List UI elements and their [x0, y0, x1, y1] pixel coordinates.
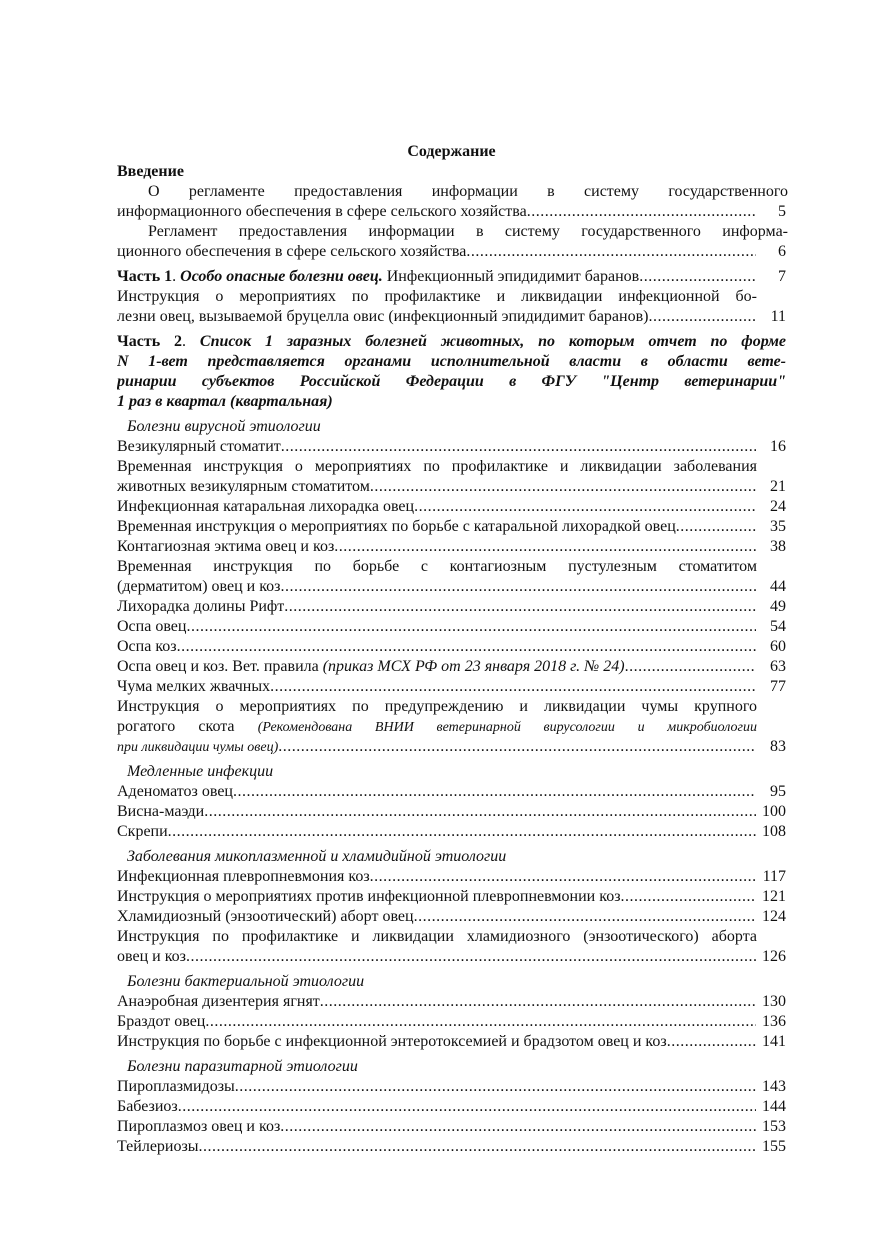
dot-leader	[625, 657, 756, 677]
text-segment: N 1-вет представляется органами исполнительной власти в области вете-	[117, 353, 786, 370]
entry-line	[117, 887, 786, 907]
toc-entry[interactable]	[117, 457, 786, 497]
text-segment: ринарии субъектов Российской Федерации в ФГУ "Центр ветеринарии"	[117, 373, 786, 390]
entry-line	[117, 457, 757, 477]
page-number: 121	[762, 888, 786, 905]
text-segment: Инструкция о мероприятиях по профилактике и ликвидации инфекционной бо-	[117, 288, 757, 305]
entry-text	[117, 537, 334, 557]
page-number: 136	[762, 1013, 786, 1030]
page-number: 117	[762, 868, 786, 885]
dot-leader	[414, 907, 756, 927]
dot-leader	[278, 737, 756, 757]
page-number: 141	[762, 1033, 786, 1050]
text-segment: рогатого скота	[117, 718, 258, 735]
entry-line	[117, 697, 757, 717]
entry-line	[117, 992, 786, 1012]
text-segment: .	[172, 268, 181, 285]
entry-line	[117, 782, 786, 802]
page-number: 24	[770, 498, 786, 515]
toc-entry[interactable]	[117, 927, 786, 967]
page-number: 35	[770, 518, 786, 535]
page-number: 126	[762, 948, 786, 965]
page-number: 130	[762, 993, 786, 1010]
entry-line	[117, 222, 788, 242]
entry-text	[117, 907, 414, 927]
text-segment: ционного обеспечения в сфере сельского хозяйства	[117, 243, 467, 260]
entry-text	[117, 517, 676, 537]
dot-leader	[178, 1097, 756, 1117]
entry-line	[117, 1077, 786, 1097]
dot-leader	[204, 802, 756, 822]
text-segment: Список 1 заразных болезней животных, по которым отчет по форме	[199, 333, 786, 350]
toc-entry[interactable]	[117, 517, 786, 537]
entry-text	[117, 1012, 205, 1032]
dot-leader	[280, 577, 756, 597]
text-segment: при ликвидации чумы овец)	[117, 740, 279, 755]
toc-entries	[117, 162, 786, 1157]
text-segment: Оспа коз	[117, 638, 177, 655]
entry-line	[117, 242, 786, 262]
toc-entry[interactable]	[117, 557, 786, 597]
dot-leader	[270, 677, 756, 697]
toc-entry[interactable]	[117, 887, 786, 907]
page-number: 83	[770, 738, 786, 755]
dot-leader	[334, 537, 756, 557]
text-segment: Регламент предоставления информации в систему государственного информа-	[148, 223, 788, 240]
entry-text	[117, 637, 177, 657]
entry-line	[117, 717, 757, 737]
page-number: 155	[762, 1138, 786, 1155]
toc-entry[interactable]	[117, 1097, 786, 1117]
section-heading: Болезни вирусной этиологии	[127, 418, 321, 435]
entry-text	[117, 1077, 235, 1097]
section-heading: Заболевания микоплазменной и хламидийной этиологии	[127, 848, 507, 865]
text-segment: лезни овец, вызываемой бруцелла овис (инфекционный эпидидимит баранов)	[117, 308, 649, 325]
entry-line	[117, 437, 786, 457]
page-number: 49	[770, 598, 786, 615]
dot-leader	[676, 517, 756, 537]
page-number: 21	[770, 478, 786, 495]
text-segment: Инструкция по профилактике и ликвидации хламидиозного (энзоотического) аборта	[117, 928, 757, 945]
dot-leader	[235, 1077, 756, 1097]
text-segment: Пироплазмоз овец и коз	[117, 1118, 281, 1135]
entry-line	[117, 267, 786, 287]
dot-leader	[667, 1032, 756, 1052]
text-segment: Браздот овец	[117, 1013, 206, 1030]
text-segment: Тейлериозы	[117, 1138, 199, 1155]
toc-entry[interactable]	[117, 657, 786, 677]
entry-line	[117, 477, 786, 497]
text-segment: Бабезиоз	[117, 1098, 178, 1115]
dot-leader	[281, 437, 756, 457]
entry-line	[117, 182, 788, 202]
entry-line	[117, 802, 786, 822]
entry-text	[117, 782, 233, 802]
text-segment: Инфекционная плевропневмония коз	[117, 868, 370, 885]
dot-leader	[177, 637, 756, 657]
dot-leader	[186, 617, 756, 637]
entry-text	[117, 597, 284, 617]
text-segment: Лихорадка долины Рифт	[117, 598, 285, 615]
text-segment: (приказ МСХ РФ от 23 января 2018 г. № 24)	[322, 658, 625, 675]
entry-text	[117, 802, 204, 822]
entry-line	[117, 372, 786, 392]
text-segment: овец и коз	[117, 948, 186, 965]
toc-entry[interactable]	[117, 597, 786, 617]
text-segment: информационного обеспечения в сфере сельского хозяйства	[117, 203, 527, 220]
entry-line	[117, 617, 786, 637]
entry-text	[117, 267, 639, 287]
text-segment: Чума мелких жвачных	[117, 678, 271, 695]
entry-line	[117, 822, 786, 842]
entry-line	[117, 307, 786, 327]
entry-text	[117, 1032, 667, 1052]
entry-line	[117, 1117, 786, 1137]
page-number: 38	[770, 538, 786, 555]
entry-line	[117, 557, 757, 577]
toc-entry[interactable]	[117, 267, 786, 287]
page-number: 124	[762, 908, 786, 925]
dot-leader	[168, 822, 756, 842]
text-segment: Хламидиозный (энзоотический) аборт овец	[117, 908, 414, 925]
dot-leader	[186, 947, 756, 967]
entry-text	[117, 887, 621, 907]
text-segment: Оспа овец и коз. Вет. правила	[117, 658, 323, 675]
text-segment: Инфекционная катаральная лихорадка овец	[117, 498, 415, 515]
entry-line	[117, 1097, 786, 1117]
dot-leader	[621, 887, 756, 907]
dot-leader	[320, 992, 756, 1012]
entry-text	[117, 202, 527, 222]
page-number: 153	[762, 1118, 786, 1135]
entry-line	[117, 497, 786, 517]
toc-entry[interactable]	[117, 617, 786, 637]
section-heading: Болезни паразитарной этиологии	[127, 1058, 358, 1075]
entry-line	[117, 1137, 786, 1157]
dot-leader	[205, 1012, 756, 1032]
page-number: 144	[762, 1098, 786, 1115]
page-number: 16	[770, 438, 786, 455]
toc-entry[interactable]	[117, 802, 786, 822]
entry-line	[117, 657, 786, 677]
toc-entry[interactable]	[117, 1012, 786, 1032]
page-number: 54	[770, 618, 786, 635]
text-segment: Контагиозная эктима овец и коз	[117, 538, 335, 555]
entry-text	[117, 867, 370, 887]
entry-line	[117, 352, 786, 372]
page-number: 143	[762, 1078, 786, 1095]
text-segment: О регламенте предоставления информации в систему государственного	[148, 183, 788, 200]
text-segment: Скрепи	[117, 823, 168, 840]
text-segment: Временная инструкция о мероприятиях по профилактике и ликвидации заболевания	[117, 458, 757, 475]
entry-line	[117, 1032, 786, 1052]
toc-entry[interactable]	[117, 697, 786, 757]
text-segment: Часть 1	[117, 268, 173, 285]
page-number: 77	[770, 678, 786, 695]
text-segment: Особо опасные болезни овец.	[180, 268, 383, 285]
page-number: 95	[770, 783, 786, 800]
toc-entry[interactable]	[117, 782, 786, 802]
entry-text	[117, 307, 648, 327]
dot-leader	[233, 782, 756, 802]
dot-leader	[199, 1137, 756, 1157]
text-segment: Везикулярный стоматит	[117, 438, 281, 455]
text-segment: Аденоматоз овец	[117, 783, 233, 800]
entry-line	[117, 867, 786, 887]
entry-line	[117, 737, 786, 757]
text-segment: Инфекционный эпидидимит баранов	[382, 268, 640, 285]
entry-text	[117, 437, 281, 457]
section-heading: Медленные инфекции	[127, 763, 274, 780]
toc-entry[interactable]	[117, 1077, 786, 1097]
dot-leader	[370, 477, 756, 497]
table-of-contents	[117, 142, 786, 1157]
entry-line	[117, 677, 786, 697]
dot-leader	[639, 267, 756, 287]
text-segment: Пироплазмидозы	[117, 1078, 235, 1095]
text-segment: (Рекомендована ВНИИ ветеринарной вирусологии и микробиологии	[257, 720, 757, 735]
entry-text	[117, 737, 278, 757]
entry-line	[117, 287, 757, 307]
text-segment: Инструкция о мероприятиях по предупреждению и ликвидации чумы крупного	[117, 698, 757, 715]
toc-entry[interactable]	[117, 287, 786, 327]
text-segment: Временная инструкция о мероприятиях по борьбе с катаральной лихорадкой овец	[117, 518, 676, 535]
text-segment: Анаэробная дизентерия ягнят	[117, 993, 320, 1010]
toc-entry[interactable]	[117, 822, 786, 842]
entry-line	[117, 537, 786, 557]
entry-line	[117, 517, 786, 537]
toc-entry[interactable]	[117, 437, 786, 457]
toc-entry[interactable]	[117, 222, 786, 262]
page-title: Содержание	[407, 143, 496, 160]
dot-leader	[527, 202, 756, 222]
page-number: 60	[770, 638, 786, 655]
entry-line	[117, 947, 786, 967]
page-number: 11	[770, 308, 786, 325]
dot-leader	[466, 242, 756, 262]
dot-leader	[284, 597, 756, 617]
entry-line	[117, 332, 786, 352]
toc-entry[interactable]	[117, 867, 786, 887]
toc-entry[interactable]	[117, 537, 786, 557]
entry-line	[117, 1012, 786, 1032]
page-number: 100	[762, 803, 786, 820]
text-segment: (дерматитом) овец и коз	[117, 578, 281, 595]
text-segment: Инструкция о мероприятиях против инфекционной плевропневмонии коз	[117, 888, 621, 905]
entry-text	[117, 477, 370, 497]
entry-text	[117, 947, 186, 967]
entry-line	[117, 637, 786, 657]
entry-text	[117, 1117, 280, 1137]
entry-line	[117, 202, 786, 222]
entry-text	[117, 822, 168, 842]
entry-text	[117, 1137, 199, 1157]
toc-entry[interactable]	[117, 677, 786, 697]
entry-line	[117, 927, 757, 947]
entry-text	[117, 497, 414, 517]
page-number: 5	[778, 203, 786, 220]
toc-entry[interactable]	[117, 1117, 786, 1137]
section-heading: Болезни бактериальной этиологии	[127, 973, 365, 990]
dot-leader	[370, 867, 756, 887]
entry-line	[117, 392, 786, 412]
toc-entry[interactable]	[117, 1137, 786, 1157]
text-segment: Инструкция по борьбе с инфекционной энтеротоксемией и брадзотом овец и коз	[117, 1033, 667, 1050]
text-segment: .	[182, 333, 200, 350]
page-number: 7	[778, 268, 786, 285]
entry-text	[117, 992, 320, 1012]
dot-leader	[280, 1117, 756, 1137]
entry-text	[117, 577, 280, 597]
entry-line	[117, 907, 786, 927]
text-segment: животных везикулярным стоматитом	[117, 478, 370, 495]
dot-leader	[414, 497, 756, 517]
page-number: 108	[762, 823, 786, 840]
entry-line	[117, 162, 786, 182]
part-heading	[117, 332, 786, 412]
part-heading	[117, 162, 786, 182]
text-segment: 1 раз в квартал (квартальная)	[117, 393, 333, 410]
text-segment: Введение	[117, 163, 184, 180]
dot-leader	[648, 307, 756, 327]
entry-text	[117, 677, 270, 697]
text-segment: Часть 2	[117, 333, 183, 350]
entry-line	[117, 577, 786, 597]
page-number: 6	[778, 243, 786, 260]
text-segment: Висна-маэди	[117, 803, 205, 820]
toc-entry[interactable]	[117, 497, 786, 517]
entry-text	[117, 1097, 178, 1117]
page-number: 63	[770, 658, 786, 675]
entry-text	[117, 657, 625, 677]
entry-text	[117, 617, 186, 637]
text-segment: Оспа овец	[117, 618, 187, 635]
toc-entry[interactable]	[117, 1032, 786, 1052]
text-segment: Временная инструкция по борьбе с контагиозным пустулезным стоматитом	[117, 558, 757, 575]
page-number: 44	[770, 578, 786, 595]
toc-entry[interactable]	[117, 637, 786, 657]
entry-line	[117, 597, 786, 617]
toc-entry[interactable]	[117, 182, 786, 222]
toc-entry[interactable]	[117, 992, 786, 1012]
entry-text	[117, 242, 466, 262]
toc-entry[interactable]	[117, 907, 786, 927]
